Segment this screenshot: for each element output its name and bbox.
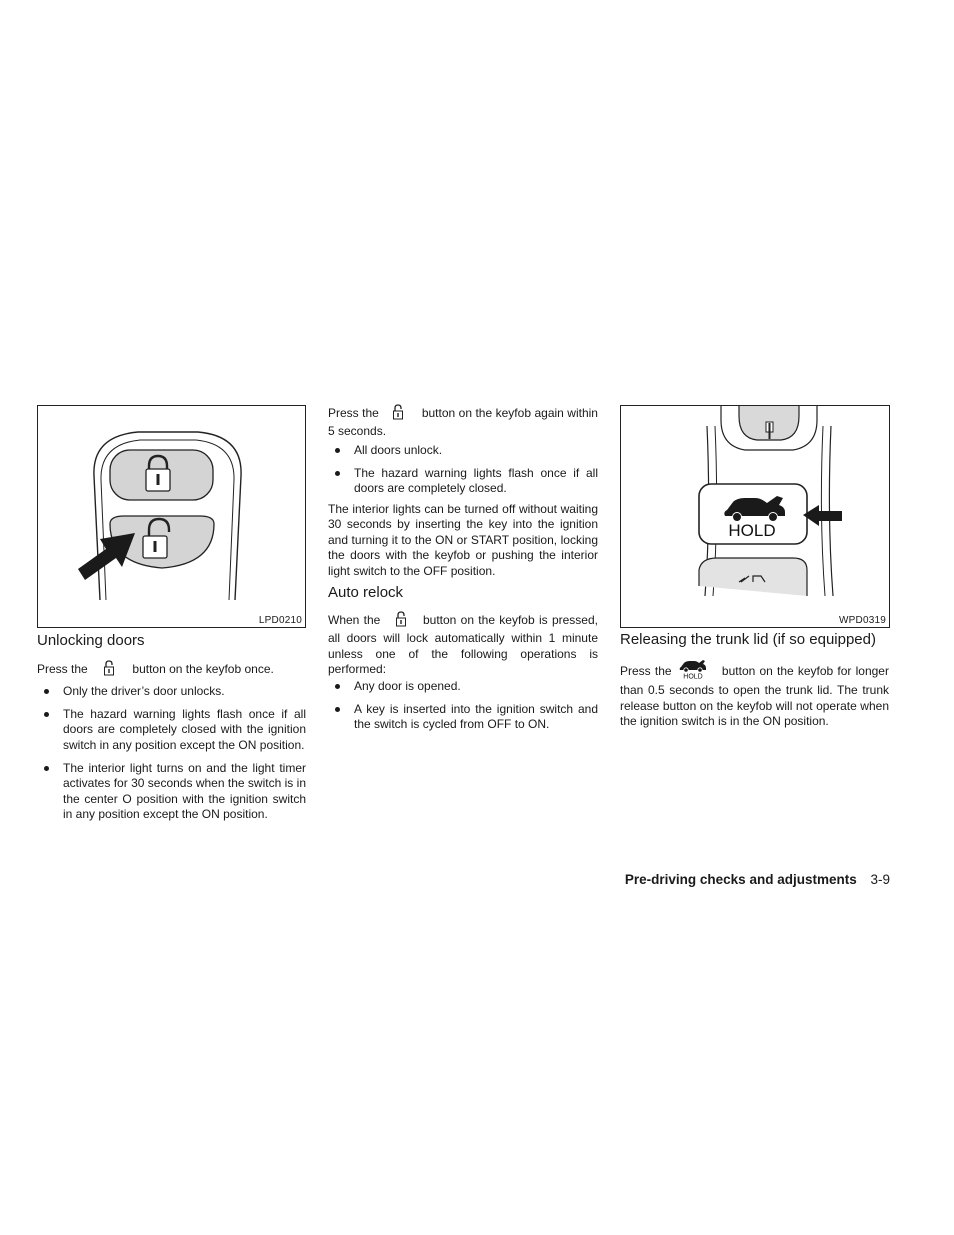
keyfob-illustration <box>38 406 305 627</box>
figure-code: WPD0319 <box>839 615 886 626</box>
list-item: Any door is opened. <box>328 679 598 694</box>
trunk-hold-icon <box>678 659 708 683</box>
unlock-again-instruction: Press the button on the keyfob again within 5 seconds. <box>328 406 598 439</box>
unlock-icon <box>395 611 407 631</box>
section-heading-auto-relock: Auto relock <box>328 584 404 601</box>
svg-text:HOLD: HOLD <box>683 673 703 679</box>
page-number: 3-9 <box>870 872 890 887</box>
section-heading-unlocking-doors: Unlocking doors <box>37 632 145 649</box>
unlock-once-bullets <box>37 684 306 830</box>
unlock-icon <box>392 404 404 424</box>
list-item: The hazard warning lights flash once if all doors are completely closed. <box>328 466 598 497</box>
keyfob-unlock-figure <box>37 405 306 628</box>
keyfob-trunk-figure <box>620 405 890 628</box>
section-heading-trunk-release: Releasing the trunk lid (if so equipped) <box>620 631 876 648</box>
interior-lights-paragraph: The interior lights can be turned off without waiting 30 seconds by inserting the key into the ignition and turning it to the ON or START position, locking the doors with the keyfob or pushing the interior light switch to the OFF position. <box>328 502 598 578</box>
page-footer <box>625 872 890 887</box>
auto-relock-bullets <box>328 679 598 740</box>
hold-label: HOLD <box>728 521 776 540</box>
unlock-instruction: Press the button on the keyfob once. <box>37 660 306 680</box>
trunk-keyfob-illustration <box>621 406 889 627</box>
trunk-release-paragraph: Press the HOLD button on the keyfob for longer than 0.5 seconds to open the trunk lid. The trunk release button on the keyfob will not operate when the ignition switch is in the ON position. <box>620 659 889 730</box>
list-item: The interior light turns on and the light timer activates for 30 seconds when the switch is in the center O position with the ignition switch in any position except the ON position. <box>37 761 306 823</box>
unlock-again-bullets <box>328 443 598 504</box>
list-item: A key is inserted into the ignition switch and the switch is cycled from OFF to ON. <box>328 702 598 733</box>
unlock-icon <box>103 660 115 680</box>
list-item: Only the driver’s door unlocks. <box>37 684 306 699</box>
auto-relock-paragraph: When the button on the keyfob is pressed, all doors will lock automatically within 1 minute unless one of the following operations is performed: <box>328 613 598 677</box>
list-item: All doors unlock. <box>328 443 598 458</box>
footer-section-title: Pre-driving checks and adjustments <box>624 872 857 887</box>
figure-code: LPD0210 <box>258 615 302 626</box>
list-item: The hazard warning lights flash once if all doors are completely closed with the ignition switch in any position except the ON position. <box>37 707 306 753</box>
